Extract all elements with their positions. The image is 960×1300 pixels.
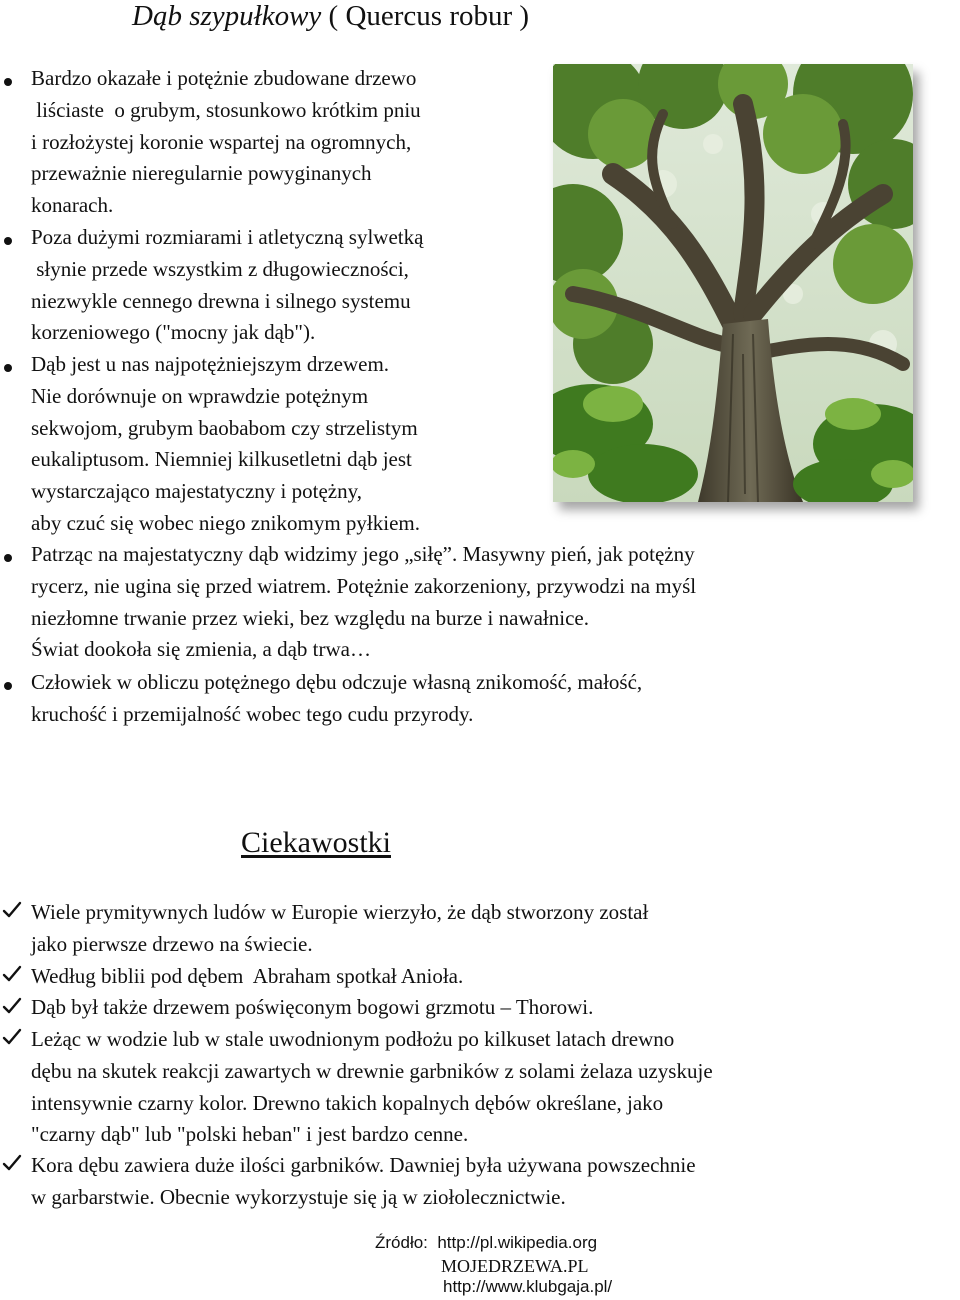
- text-line: Człowiek w obliczu potężnego dębu odczuje własną znikomość, małość,: [31, 670, 643, 694]
- bullet-paragraph-3: [31, 349, 420, 540]
- section-title: Ciekawostki: [241, 826, 391, 859]
- text-line: przeważnie nieregularnie powyginanych: [31, 161, 372, 186]
- text-line: słynie przede wszystkim z długowieczności,: [31, 256, 409, 281]
- text-line: konarach.: [31, 193, 114, 218]
- text-line: Świat dookoła się zmienia, a dąb trwa…: [31, 637, 371, 662]
- text-line: Dąb był także drzewem poświęconym bogowi grzmotu – Thorowi.: [31, 995, 594, 1019]
- check-icon: [2, 996, 22, 1016]
- fact-item-2: [31, 961, 463, 993]
- source-line-mojedrzewa: MOJEDRZEWA.PL: [441, 1256, 589, 1276]
- text-line: Bardzo okazałe i potężnie zbudowane drzewo: [31, 66, 417, 90]
- bullet-paragraph-1: [31, 63, 421, 222]
- check-icon: [2, 1027, 22, 1047]
- bullet-dot-2: [4, 237, 12, 245]
- bullet-paragraph-4: [31, 539, 696, 666]
- bullet-dot-5: [4, 682, 12, 690]
- text-line: w garbarstwie. Obecnie wykorzystuje się ją w ziołolecznictwie.: [31, 1184, 566, 1209]
- text-line: kruchość i przemijalność wobec tego cudu przyrody.: [31, 701, 474, 726]
- text-line: Wiele prymitywnych ludów w Europie wierzyło, że dąb stworzony został: [31, 900, 649, 924]
- oak-tree-photo: [553, 64, 913, 502]
- text-line: "czarny dąb" lub "polski heban" i jest bardzo cenne.: [31, 1122, 469, 1147]
- text-line: jako pierwsze drzewo na świecie.: [31, 931, 313, 956]
- fact-item-4: [31, 1024, 713, 1151]
- text-line: Poza dużymi rozmiarami i atletyczną sylwetką: [31, 225, 424, 249]
- text-line: rycerz, nie ugina się przed wiatrem. Potężnie zakorzeniony, przywodzi na myśl: [31, 573, 697, 598]
- bullet-dot-3: [4, 364, 12, 372]
- text-line: aby czuć się wobec niego znikomym pyłkiem.: [31, 510, 420, 535]
- text-line: eukaliptusom. Niemniej kilkusetletni dąb jest: [31, 447, 412, 472]
- title-italic: Dąb szypułkowy: [132, 0, 322, 32]
- check-icon: [2, 964, 22, 984]
- check-icon: [2, 900, 22, 920]
- text-line: Patrząc na majestatyczny dąb widzimy jego „siłę”. Masywny pień, jak potężny: [31, 542, 695, 566]
- bullet-paragraph-5: [31, 667, 642, 731]
- text-line: Według biblii pod dębem Abraham spotkał Anioła.: [31, 964, 464, 988]
- source-line-klubgaja: http://www.klubgaja.pl/: [443, 1277, 613, 1296]
- page-title: [132, 0, 529, 33]
- bullet-dot-4: [4, 554, 12, 562]
- text-line: Dąb jest u nas najpotężniejszym drzewem.: [31, 352, 390, 376]
- text-line: sekwojom, grubym baobabom czy strzelistym: [31, 415, 418, 440]
- text-line: Kora dębu zawiera duże ilości garbników. Dawniej była używana powszechnie: [31, 1153, 696, 1177]
- fact-item-1: [31, 897, 648, 961]
- fact-item-3: [31, 992, 593, 1024]
- text-line: Nie dorównuje on wprawdzie potężnym: [31, 383, 369, 408]
- title-latin: ( Quercus robur ): [321, 0, 530, 32]
- fact-item-5: [31, 1150, 696, 1214]
- text-line: i rozłożystej koronie wspartej na ogromnych,: [31, 129, 412, 154]
- text-line: korzeniowego ("mocny jak dąb").: [31, 320, 316, 345]
- source-line-wikipedia: Źródło: http://pl.wikipedia.org: [375, 1233, 598, 1252]
- text-line: intensywnie czarny kolor. Drewno takich kopalnych dębów określane, jako: [31, 1090, 664, 1115]
- text-line: Leżąc w wodzie lub w stale uwodnionym podłożu po kilkuset latach drewno: [31, 1027, 675, 1051]
- bullet-dot-1: [4, 78, 12, 86]
- text-line: liściaste o grubym, stosunkowo krótkim pniu: [31, 97, 421, 122]
- text-line: wystarczająco majestatyczny i potężny,: [31, 479, 362, 504]
- text-line: dębu na skutek reakcji zawartych w drewnie garbników z solami żelaza uzyskuje: [31, 1058, 713, 1083]
- text-line: niezłomne trwanie przez wieki, bez względu na burze i nawałnice.: [31, 605, 589, 630]
- bullet-paragraph-2: [31, 222, 423, 349]
- text-line: niezwykle cennego drewna i silnego systemu: [31, 288, 411, 313]
- check-icon: [2, 1153, 22, 1173]
